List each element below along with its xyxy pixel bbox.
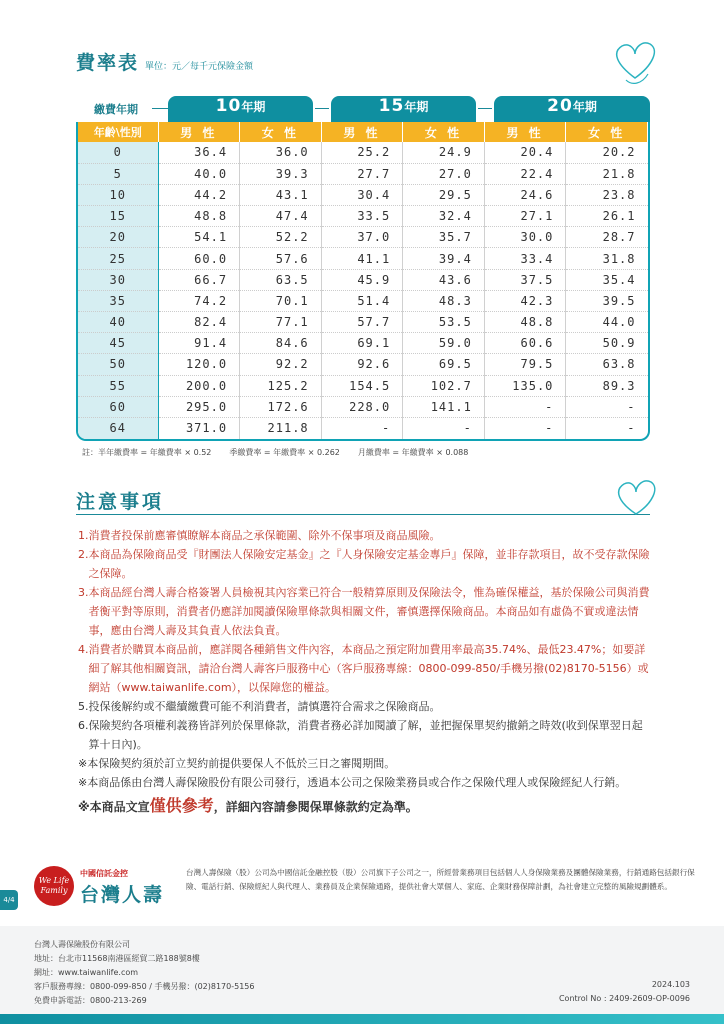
rate-cell: 69.5 — [403, 354, 485, 375]
rate-cell: 26.1 — [566, 206, 648, 227]
footnote-monthly: 月繳費率 = 年繳費率 × 0.088 — [357, 448, 469, 457]
notice-item-number: 5. — [78, 700, 89, 713]
notice-item-number: 3. — [78, 586, 89, 599]
gender-header: 女 性 — [240, 122, 322, 142]
rate-table-title: 費率表 — [76, 52, 140, 74]
notice-item-number: 1. — [78, 529, 89, 542]
rate-cell: 33.5 — [321, 206, 403, 227]
rate-cell: 27.0 — [403, 163, 485, 184]
rate-cell: 66.7 — [158, 269, 240, 290]
rate-table — [76, 122, 650, 441]
rate-cell: 35.4 — [566, 269, 648, 290]
statement-prefix: ※本商品文宣 — [78, 800, 150, 814]
payment-period-label: 繳費年期 — [94, 103, 138, 116]
heart-doodle-icon — [610, 476, 662, 520]
logo-name: 台灣人壽 — [80, 884, 165, 906]
rate-cell: 102.7 — [403, 375, 485, 396]
rate-table-header — [76, 48, 253, 75]
age-cell: 55 — [78, 375, 158, 396]
notice-item-number: ※ — [78, 776, 88, 789]
rate-cell: 37.0 — [321, 227, 403, 248]
rate-cell: 37.5 — [484, 269, 566, 290]
notice-title: 注意事項 — [76, 491, 165, 513]
rate-cell: 33.4 — [484, 248, 566, 269]
period-tab-15: 15年期 — [331, 96, 476, 122]
age-cell: 0 — [78, 142, 158, 163]
rate-cell: 28.7 — [566, 227, 648, 248]
rate-cell: 79.5 — [484, 354, 566, 375]
rate-cell: 42.3 — [484, 290, 566, 311]
rate-unit-label: 單位：元／每千元保險金額 — [145, 62, 254, 72]
footnote — [82, 447, 468, 458]
website-link[interactable]: 網址：www.taiwanlife.com — [34, 968, 139, 977]
age-cell: 40 — [78, 312, 158, 333]
table-row — [78, 248, 648, 269]
notice-item-text: 保險契約各項權利義務皆詳列於保單條款，消費者務必詳加閱讀了解，並把握保單契約撤銷之時效(收到保單翌日起算十日內)。 — [88, 719, 643, 751]
rate-cell: 84.6 — [240, 333, 322, 354]
rate-cell: 200.0 — [158, 375, 240, 396]
rate-cell: 44.2 — [158, 184, 240, 205]
rate-cell: 154.5 — [321, 375, 403, 396]
notice-item — [78, 754, 653, 773]
rate-cell: 40.0 — [158, 163, 240, 184]
gender-header: 男 性 — [321, 122, 403, 142]
notice-item — [78, 545, 653, 583]
period-tab-20: 20年期 — [494, 96, 650, 122]
rate-cell: 45.9 — [321, 269, 403, 290]
rate-cell: 39.4 — [403, 248, 485, 269]
table-row — [78, 227, 648, 248]
rate-cell: 135.0 — [484, 375, 566, 396]
rate-cell: 172.6 — [240, 396, 322, 417]
rate-cell: 48.8 — [484, 312, 566, 333]
age-cell: 50 — [78, 354, 158, 375]
rate-cell: 228.0 — [321, 396, 403, 417]
notice-item — [78, 583, 653, 640]
notice-item — [78, 697, 653, 716]
notice-item-text: 投保後解約或不繼續繳費可能不利消費者，請慎選符合需求之保險商品。 — [88, 700, 441, 713]
rate-cell: 91.4 — [158, 333, 240, 354]
gender-header: 男 性 — [158, 122, 240, 142]
rate-cell: 54.1 — [158, 227, 240, 248]
rate-cell: 48.3 — [403, 290, 485, 311]
gender-header: 男 性 — [484, 122, 566, 142]
rate-cell: 141.1 — [403, 396, 485, 417]
table-row — [78, 312, 648, 333]
notice-list — [78, 526, 653, 817]
rate-cell: 48.8 — [158, 206, 240, 227]
rate-cell: 41.1 — [321, 248, 403, 269]
notice-item-text: 消費者於購買本商品前，應詳閱各種銷售文件內容，本商品之預定附加費用率最高35.74%、最低23.47%；如要詳細了解其他相關資訊，請洽台灣人壽客戶服務中心（客戶服務專線：0800-099-850/手機另撥(02)8170-5156）或網站（www.taiwanlife.com），以保障您的權益。 — [88, 643, 649, 694]
rate-cell: 43.6 — [403, 269, 485, 290]
rate-cell: 295.0 — [158, 396, 240, 417]
footer — [0, 926, 724, 1024]
bottom-accent-bar — [0, 1014, 724, 1024]
footnote-semiannual: 註：半年繳費率 = 年繳費率 × 0.52 — [82, 448, 212, 457]
rate-cell: 25.2 — [321, 142, 403, 163]
table-row — [78, 142, 648, 163]
rate-cell: 32.4 — [403, 206, 485, 227]
rate-cell: 59.0 — [403, 333, 485, 354]
rate-cell: 30.0 — [484, 227, 566, 248]
rate-cell: 63.8 — [566, 354, 648, 375]
table-row — [78, 163, 648, 184]
rate-cell: - — [484, 396, 566, 417]
age-cell: 15 — [78, 206, 158, 227]
rate-cell: 89.3 — [566, 375, 648, 396]
table-row — [78, 184, 648, 205]
rate-cell: 60.6 — [484, 333, 566, 354]
rate-cell: 57.7 — [321, 312, 403, 333]
service-phone: 客戶服務專線：0800-099-850 / 手機另撥：(02)8170-5156 — [34, 982, 255, 991]
rate-cell: 70.1 — [240, 290, 322, 311]
table-row — [78, 396, 648, 417]
table-row — [78, 375, 648, 396]
rate-cell: 36.4 — [158, 142, 240, 163]
notice-item-number: 4. — [78, 643, 89, 656]
notice-item — [78, 716, 653, 754]
notice-item-number: 2. — [78, 548, 89, 561]
age-cell: 5 — [78, 163, 158, 184]
rate-cell: 22.4 — [484, 163, 566, 184]
rate-cell: 53.5 — [403, 312, 485, 333]
payment-period-row — [76, 96, 650, 122]
rate-cell: 39.3 — [240, 163, 322, 184]
rate-cell: 43.1 — [240, 184, 322, 205]
rate-cell: 27.7 — [321, 163, 403, 184]
rate-cell: 52.2 — [240, 227, 322, 248]
page-number: 4/4 — [0, 890, 18, 910]
table-row — [78, 206, 648, 227]
table-row — [78, 354, 648, 375]
rate-cell: 30.4 — [321, 184, 403, 205]
age-cell: 25 — [78, 248, 158, 269]
rate-cell: 125.2 — [240, 375, 322, 396]
address: 地址：台北市11568南港區經貿二路188號8樓 — [34, 954, 200, 963]
reference-only-statement — [78, 796, 653, 817]
notice-item-text: 本保險契約須於訂立契約前提供要保人不低於三日之審閱期間。 — [87, 757, 396, 770]
rate-cell: - — [321, 417, 403, 438]
notice-item — [78, 773, 653, 792]
table-row — [78, 290, 648, 311]
age-cell: 20 — [78, 227, 158, 248]
rate-cell: 24.9 — [403, 142, 485, 163]
rate-cell: 92.6 — [321, 354, 403, 375]
age-cell: 60 — [78, 396, 158, 417]
rate-cell: 51.4 — [321, 290, 403, 311]
company-logo: We Life Family — [34, 866, 74, 906]
table-row — [78, 417, 648, 438]
rate-cell: 74.2 — [158, 290, 240, 311]
rate-cell: 77.1 — [240, 312, 322, 333]
notice-item — [78, 526, 653, 545]
notice-item-text: 消費者投保前應審慎瞭解本商品之承保範圍、除外不保事項及商品風險。 — [88, 529, 441, 542]
rate-cell: 50.9 — [566, 333, 648, 354]
rate-cell: 20.4 — [484, 142, 566, 163]
gender-header: 女 性 — [566, 122, 648, 142]
age-cell: 30 — [78, 269, 158, 290]
statement-emph: 僅供參考 — [149, 796, 214, 815]
footnote-quarterly: 季繳費率 = 年繳費率 × 0.262 — [229, 448, 340, 457]
rate-cell: 92.2 — [240, 354, 322, 375]
rate-cell: 57.6 — [240, 248, 322, 269]
notice-item-number: ※ — [78, 757, 88, 770]
rate-cell: 31.8 — [566, 248, 648, 269]
rate-cell: 24.6 — [484, 184, 566, 205]
rate-cell: - — [484, 417, 566, 438]
rate-cell: 60.0 — [158, 248, 240, 269]
company-name: 台灣人壽保險股份有限公司 — [34, 940, 130, 949]
rate-cell: 36.0 — [240, 142, 322, 163]
rate-cell: 29.5 — [403, 184, 485, 205]
notice-item-text: 本商品經台灣人壽合格簽署人員檢視其內容業已符合一般精算原則及保險法令，惟為確保權益，基於保險公司與消費者衡平對等原則，消費者仍應詳加閱讀保險單條款與相關文件，審慎選擇保險商品。本商品如有虛偽不實或違法情事，應由台灣人壽及其負責人依法負責。 — [88, 586, 650, 637]
rate-table-header-row — [78, 122, 648, 142]
statement-suffix: ，詳細內容請參閱保單條款約定為準。 — [213, 800, 418, 814]
period-tab-10: 10年期 — [168, 96, 313, 122]
rate-cell: 21.8 — [566, 163, 648, 184]
age-cell: 10 — [78, 184, 158, 205]
rate-cell: 44.0 — [566, 312, 648, 333]
rate-cell: 371.0 — [158, 417, 240, 438]
heart-doodle-icon — [608, 34, 662, 88]
table-row — [78, 269, 648, 290]
rate-cell: 27.1 — [484, 206, 566, 227]
notice-divider — [76, 514, 650, 515]
logo-subtitle: 中國信託金控 — [80, 869, 128, 878]
rate-cell: 20.2 — [566, 142, 648, 163]
rate-cell: - — [627, 421, 636, 436]
control-number: Control No : 2409-2609-OP-0096 — [558, 994, 690, 1003]
footer-contact — [34, 938, 254, 1008]
age-cell: 45 — [78, 333, 158, 354]
rate-cell: 63.5 — [240, 269, 322, 290]
rate-cell: 82.4 — [158, 312, 240, 333]
gender-header: 女 性 — [403, 122, 485, 142]
rate-cell: 47.4 — [240, 206, 322, 227]
notice-item-text: 本商品係由台灣人壽保險股份有限公司發行，透過本公司之保險業務員或合作之保險代理人或保險經紀人行銷。 — [87, 776, 627, 789]
notice-item-number: 6. — [78, 719, 89, 732]
rate-cell: 211.8 — [240, 417, 322, 438]
age-cell: 35 — [78, 290, 158, 311]
rate-cell: 35.7 — [403, 227, 485, 248]
footer-control — [559, 978, 690, 1006]
rate-cell: 120.0 — [158, 354, 240, 375]
print-date: 2024.103 — [651, 980, 690, 989]
rate-cell: 39.5 — [566, 290, 648, 311]
company-description: 台灣人壽保險（股）公司為中國信託金融控股（股）公司旗下子公司之一，所經營業務項目包括個人人身保險業務及團體保險業務，行銷通路包括銀行保險、電話行銷、保險經紀人與代理人、業務員及企業保險通路，提供社會大眾個人、家庭、企業財務保障計劃，為社會建立完整的風險規劃體系。 — [186, 868, 695, 891]
rate-cell: 23.8 — [566, 184, 648, 205]
age-gender-header: 年齡\性別 — [78, 122, 158, 142]
rate-cell: - — [566, 396, 648, 417]
notice-item — [78, 640, 653, 697]
table-row — [78, 333, 648, 354]
complaint-phone: 免費申訴電話：0800-213-269 — [34, 996, 147, 1005]
rate-cell: - — [403, 417, 485, 438]
notice-item-text: 本商品為保險商品受『財團法人保險安定基金』之『人身保險安定基金專戶』保障，並非存款項目，故不受存款保險之保障。 — [88, 548, 650, 580]
rate-cell: 69.1 — [321, 333, 403, 354]
age-cell: 64 — [78, 417, 158, 438]
